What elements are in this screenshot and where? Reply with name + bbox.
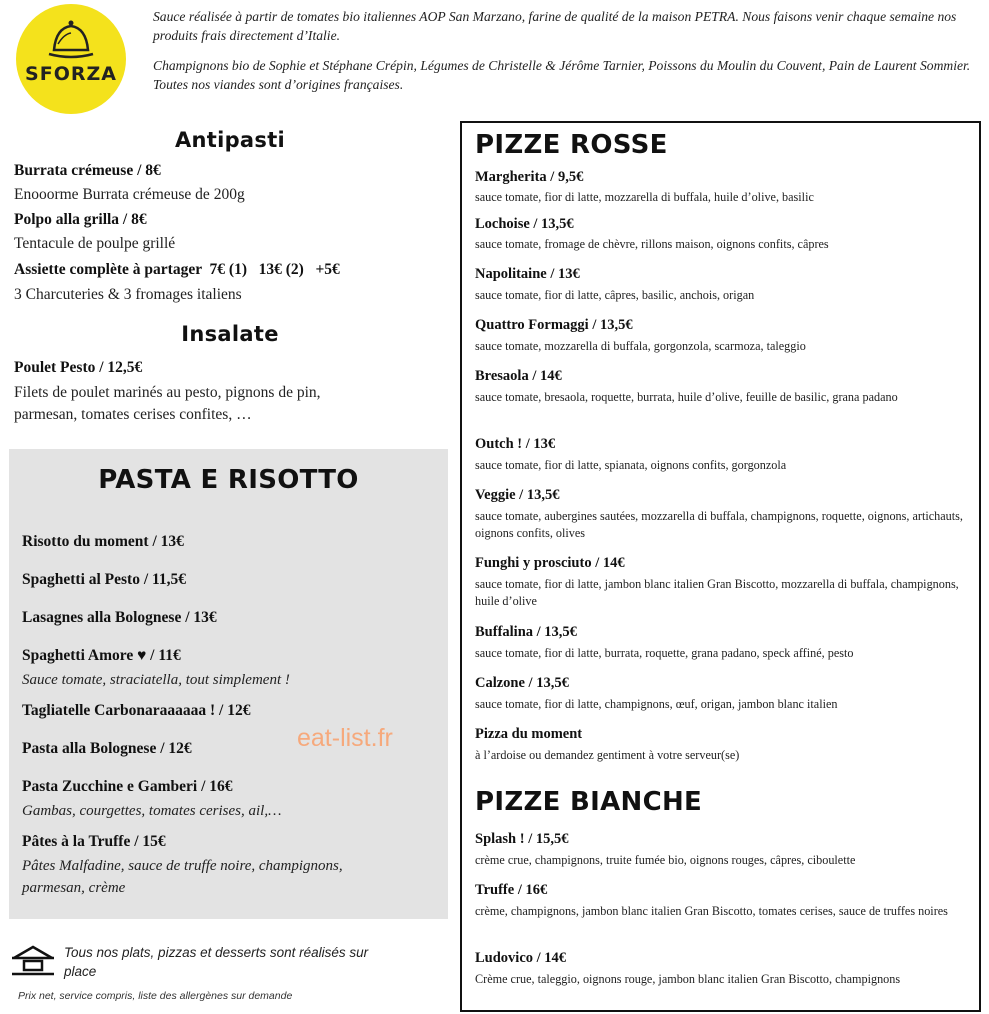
insalate-title: Insalate — [181, 322, 279, 346]
pizza-desc: sauce tomate, fior di latte, jambon blanc italien Gran Biscotto, mozzarella di buffala, champignons, huile d’olive — [475, 577, 959, 608]
pizza-name: Quattro Formaggi / 13,5€ — [475, 317, 633, 333]
logo-text: SFORZA — [25, 63, 117, 85]
pizza-name: Ludovico / 14€ — [475, 950, 567, 966]
pizza-desc: à l’ardoise ou demandez gentiment à votre serveur(se) — [475, 748, 740, 762]
menu-item-desc: Enooorme Burrata crémeuse de 200g — [14, 186, 245, 203]
menu-item-name: Spaghetti Amore ♥ / 11€ — [22, 647, 181, 664]
menu-item-name: Pâtes à la Truffe / 15€ — [22, 833, 166, 850]
menu-item-desc: Pâtes Malfadine, sauce de truffe noire, champignons, — [22, 858, 343, 874]
pizza-desc: sauce tomate, fior di latte, champignons, œuf, origan, jambon blanc italien — [475, 697, 838, 711]
pizza-name: Outch ! / 13€ — [475, 436, 556, 452]
menu-item-name: Tagliatelle Carbonaraaaaaa ! / 12€ — [22, 702, 251, 719]
pizza-name: Lochoise / 13,5€ — [475, 216, 574, 232]
pizza-desc: sauce tomate, fior di latte, câpres, basilic, anchois, origan — [475, 288, 755, 302]
menu-item-name: Poulet Pesto / 12,5€ — [14, 359, 143, 376]
menu-item-name: Polpo alla grilla / 8€ — [14, 211, 147, 228]
menu-item-desc: 3 Charcuteries & 3 fromages italiens — [14, 286, 242, 303]
homemade-note: Tous nos plats, pizzas et desserts sont réalisés sur place — [64, 945, 369, 979]
price-note: Prix net, service compris, liste des allergènes sur demande — [18, 990, 293, 1002]
menu-item-name: Lasagnes alla Bolognese / 13€ — [22, 609, 217, 626]
pizza-desc: sauce tomate, fior di latte, mozzarella di buffala, huile d’olive, basilic — [475, 190, 814, 204]
watermark: eat-list.fr — [297, 724, 393, 752]
menu-item-name: Spaghetti al Pesto / 11,5€ — [22, 571, 187, 588]
menu-item-name: Risotto du moment / 13€ — [22, 533, 184, 550]
menu-item-name: Pasta alla Bolognese / 12€ — [22, 740, 192, 757]
pizza-name: Calzone / 13,5€ — [475, 675, 569, 691]
antipasti-title: Antipasti — [174, 128, 286, 152]
intro-paragraph: Champignons bio de Sophie et Stéphane Crépin, Légumes de Christelle & Jérôme Tarnier, Poissons du Moulin du Couvent, Pain de Laurent Sommier. Toutes nos viandes sont d’origines françaises. — [153, 58, 971, 92]
menu-item-desc: Sauce tomate, straciatella, tout simplement ! — [22, 672, 290, 688]
intro-text — [153, 7, 979, 94]
pizza-desc: Crème crue, taleggio, oignons rouge, jambon blanc italien Gran Biscotto, champignons — [475, 972, 901, 986]
sforza-logo — [16, 4, 126, 114]
pizze-rosse-title: PIZZE ROSSE — [475, 130, 668, 160]
pizze-bianche-title: PIZZE BIANCHE — [475, 787, 703, 817]
pizza-desc: sauce tomate, bresaola, roquette, burrata, huile d’olive, feuille de basilic, grana padano — [475, 390, 898, 404]
pizza-name: Bresaola / 14€ — [475, 368, 562, 384]
pizza-name: Truffe / 16€ — [475, 882, 548, 898]
pizza-dome-icon — [16, 4, 126, 114]
pizza-desc: sauce tomate, fromage de chèvre, rillons maison, oignons confits, câpres — [475, 237, 829, 251]
pizza-name: Veggie / 13,5€ — [475, 487, 560, 503]
pizza-desc: sauce tomate, aubergines sautées, mozzarella di buffala, champignons, roquette, oignons, artichauts, oignons confits, olives — [475, 509, 963, 540]
pizza-name: Pizza du moment — [475, 726, 583, 742]
menu-item-name: Assiette complète à partager 7€ (1) 13€ (2) +5€ — [14, 261, 340, 278]
pizza-desc: sauce tomate, mozzarella di buffala, gorgonzola, scarmoza, taleggio — [475, 339, 806, 353]
pizza-desc: sauce tomate, fior di latte, burrata, roquette, grana padano, speck affiné, pesto — [475, 646, 854, 660]
intro-paragraph: Sauce réalisée à partir de tomates bio italiennes AOP San Marzano, farine de qualité de la maison PETRA. Nous faisons venir chaque semaine nos produits frais directement d’Italie. — [153, 9, 957, 43]
pasta-title: PASTA E RISOTTO — [98, 465, 359, 495]
pizza-name: Funghi y prosciuto / 14€ — [475, 555, 625, 571]
menu-item-name: Pasta Zucchine e Gamberi / 16€ — [22, 778, 233, 795]
pizza-desc: crème crue, champignons, truite fumée bio, oignons rouges, câpres, ciboulette — [475, 853, 856, 867]
pizza-name: Margherita / 9,5€ — [475, 169, 584, 185]
pasta-section — [9, 449, 448, 919]
pizza-name: Splash ! / 15,5€ — [475, 831, 569, 847]
menu-item-desc: Gambas, courgettes, tomates cerises, ail,… — [22, 803, 282, 819]
menu-item-desc: Tentacule de poulpe grillé — [14, 235, 176, 252]
menu-item-name: Burrata crémeuse / 8€ — [14, 162, 161, 179]
menu-item-desc: parmesan, tomates cerises confites, … — [14, 406, 252, 423]
pizza-desc: sauce tomate, fior di latte, spianata, oignons confits, gorgonzola — [475, 458, 787, 472]
pizza-name: Napolitaine / 13€ — [475, 266, 580, 282]
pizza-desc: crème, champignons, jambon blanc italien Gran Biscotto, tomates cerises, sauce de truffes noires — [475, 904, 948, 918]
house-icon — [10, 945, 56, 977]
menu-item-desc: Filets de poulet marinés au pesto, pignons de pin, — [14, 384, 321, 401]
menu-item-desc: parmesan, crème — [22, 880, 126, 896]
pizza-section — [460, 121, 981, 1012]
pizza-name: Buffalina / 13,5€ — [475, 624, 577, 640]
